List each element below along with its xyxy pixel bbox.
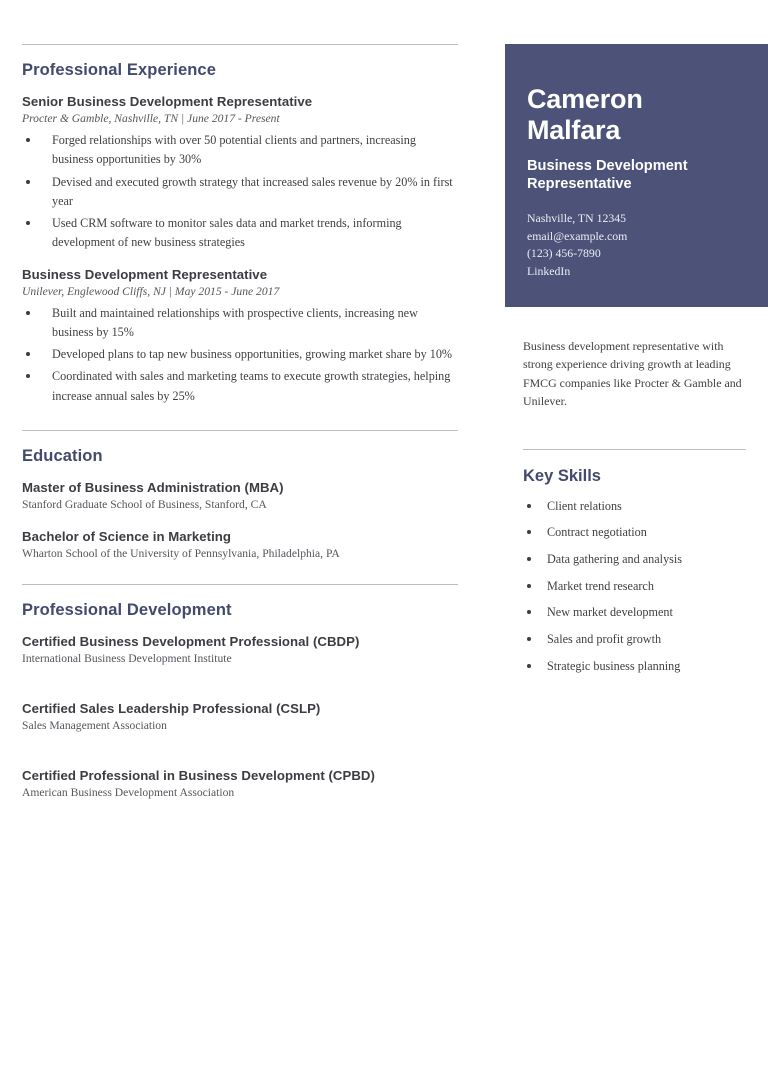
education-entry	[22, 480, 458, 511]
list-item: Coordinated with sales and marketing teams to execute growth strategies, helping increase annual sales by 25%	[22, 367, 458, 406]
section-professional-development	[22, 584, 458, 799]
degree-title: Master of Business Administration (MBA)	[22, 479, 284, 495]
section-title-experience: Professional Experience	[22, 61, 216, 79]
experience-entry	[22, 94, 458, 253]
sidebar-divider	[523, 449, 746, 450]
contact-location: Nashville, TN 12345	[527, 210, 627, 225]
contact-block	[527, 210, 746, 281]
job-role-heading	[527, 157, 746, 194]
certification-name: Certified Business Development Professional (CBDP)	[22, 633, 360, 649]
job-title: Senior Business Development Representative	[22, 94, 313, 109]
profile-summary: Business development representative with strong experience driving growth at leading FMCG companies like Procter & Gamble and Unilever.	[523, 338, 742, 409]
contact-linkedin-link[interactable]: LinkedIn	[527, 264, 571, 279]
last-name: Malfara	[527, 115, 621, 146]
identity-card	[505, 44, 768, 307]
list-item: Used CRM software to monitor sales data and market trends, informing development of new business strategies	[22, 214, 458, 253]
page-title	[527, 84, 746, 147]
section-divider	[22, 44, 458, 45]
job-bullets	[22, 131, 458, 253]
certification-issuer: American Business Development Association	[22, 785, 235, 799]
school-name: Stanford Graduate School of Business, Stanford, CA	[22, 497, 267, 511]
list-item: Data gathering and analysis	[523, 551, 746, 569]
section-divider	[22, 430, 458, 431]
job-bullets	[22, 304, 458, 406]
school-name: Wharton School of the University of Pennsylvania, Philadelphia, PA	[22, 546, 340, 560]
section-divider	[22, 584, 458, 585]
list-item: Developed plans to tap new business opportunities, growing market share by 10%	[22, 345, 458, 364]
experience-entry	[22, 267, 458, 406]
list-item: Devised and executed growth strategy that increased sales revenue by 20% in first year	[22, 173, 458, 212]
certification-entry	[22, 701, 458, 732]
list-item: Strategic business planning	[523, 658, 746, 676]
sidebar-body	[505, 337, 768, 676]
section-title-education: Education	[22, 446, 103, 465]
job-meta: Unilever, Englewood Cliffs, NJ | May 2015 - June 2017	[22, 284, 280, 298]
job-title: Business Development Representative	[22, 266, 268, 282]
education-entry	[22, 529, 458, 560]
certification-entry	[22, 768, 458, 799]
contact-phone[interactable]: (123) 456-7890	[527, 246, 601, 261]
list-item: Contract negotiation	[523, 524, 746, 542]
certification-issuer: International Business Development Institute	[22, 651, 232, 665]
section-education	[22, 430, 458, 560]
list-item: New market development	[523, 604, 746, 622]
job-meta: Procter & Gamble, Nashville, TN | June 2017 - Present	[22, 112, 280, 125]
contact-email[interactable]: email@example.com	[527, 228, 628, 243]
role-line-1: Business Development	[527, 157, 688, 174]
first-name: Cameron	[527, 84, 643, 114]
list-item: Forged relationships with over 50 potential clients and partners, increasing business opportunities by 30%	[22, 131, 458, 170]
list-item: Sales and profit growth	[523, 631, 746, 649]
role-line-2: Representative	[527, 176, 632, 193]
certification-issuer: Sales Management Association	[22, 718, 167, 732]
sidebar-column	[505, 44, 768, 684]
certification-name: Certified Sales Leadership Professional (CSLP)	[22, 700, 321, 716]
certification-name: Certified Professional in Business Development (CPBD)	[22, 767, 375, 783]
degree-title: Bachelor of Science in Marketing	[22, 528, 231, 544]
certification-entry	[22, 634, 458, 665]
section-title-development: Professional Development	[22, 600, 232, 619]
list-item: Client relations	[523, 498, 746, 516]
list-item: Market trend research	[523, 578, 746, 596]
list-item: Built and maintained relationships with prospective clients, increasing new business by 15%	[22, 304, 458, 343]
section-professional-experience	[22, 44, 458, 406]
main-column	[22, 44, 458, 835]
section-title-key-skills: Key Skills	[523, 466, 601, 485]
skills-list	[523, 498, 746, 676]
